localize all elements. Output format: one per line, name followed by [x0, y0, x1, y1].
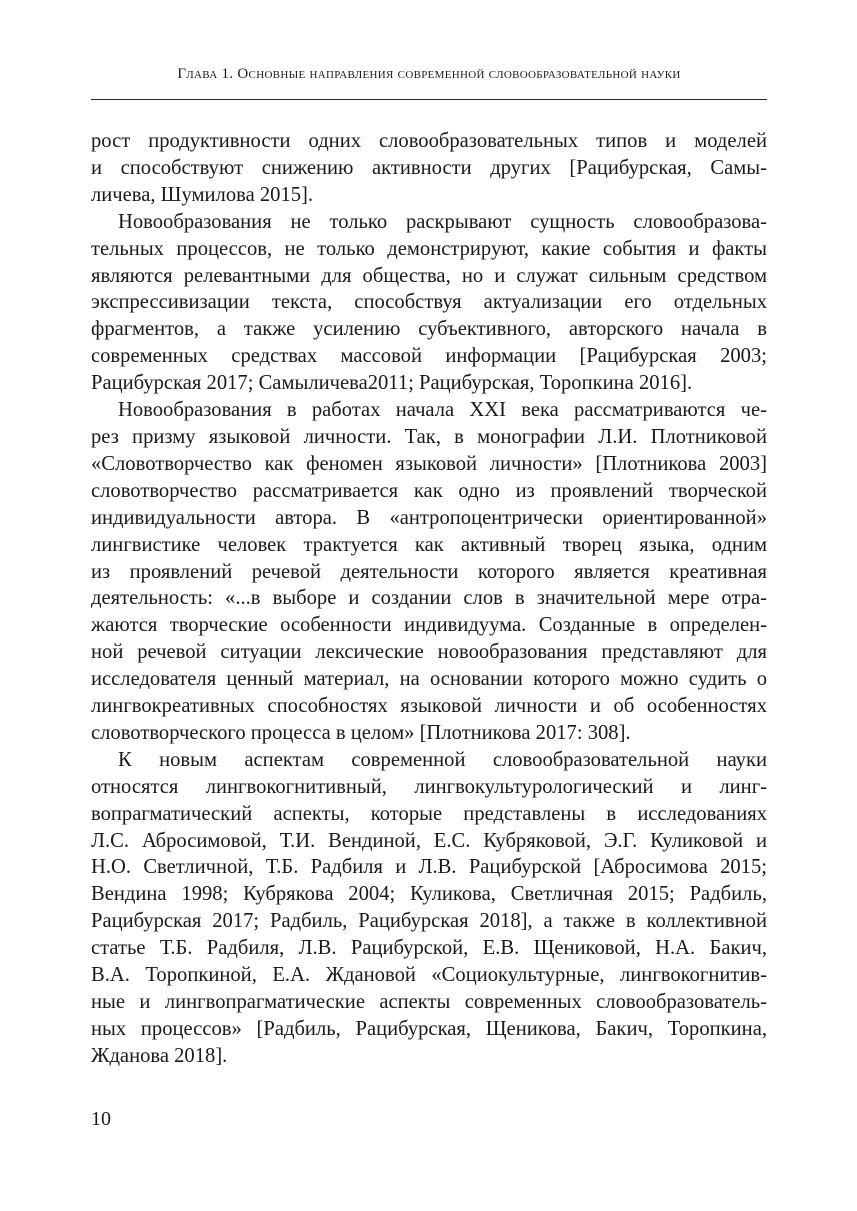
text-line: В.А. Торопкиной, Е.А. Ждановой «Социокультурные, лингвокогнитив-	[91, 964, 767, 987]
text-line: словотворческого процесса в целом» [Плотникова 2017: 308].	[91, 721, 631, 744]
text-line: рез призму языковой личности. Так, в монографии Л.И. Плотниковой	[91, 425, 767, 448]
text-line: словотворчество рассматривается как одно из проявлений творческой	[91, 479, 767, 502]
text-line: вопрагматический аспекты, которые представлены в исследованиях	[91, 802, 767, 825]
text-line: лингвистике человек трактуется как активный творец языка, одним	[91, 533, 767, 556]
text-line: ных процессов» [Радбиль, Рацибурская, Щеникова, Бакич, Торопкина,	[91, 1017, 767, 1040]
page-number: 10	[91, 1108, 111, 1130]
paragraph	[91, 209, 767, 397]
text-line: Новообразования не только раскрывают сущность словообразова-	[118, 210, 767, 233]
text-line: жаются творческие особенности индивидуума. Созданные в определен-	[91, 614, 767, 637]
header-rule	[91, 99, 767, 100]
text-line: тельных процессов, не только демонстрируют, какие события и факты	[91, 237, 767, 260]
text-line: Рацибурская 2017; Самыличева2011; Рацибурская, Торопкина 2016].	[91, 372, 693, 395]
text-line: Л.С. Абросимовой, Т.И. Вендиной, Е.С. Кубряковой, Э.Г. Куликовой и	[91, 829, 767, 852]
text-line: из проявлений речевой деятельности которого является креативная	[91, 560, 767, 583]
paragraph	[91, 397, 767, 747]
text-line: современных средствах массовой информации [Рацибурская 2003;	[91, 345, 767, 368]
paragraph	[91, 128, 767, 209]
running-head: Глава 1. Основные направления современной словообразовательной науки	[177, 66, 681, 82]
text-line: являются релевантными для общества, но и служат сильным средством	[91, 264, 767, 287]
text-line: Рацибурская 2017; Радбиль, Рацибурская 2018], а также в коллективной	[91, 910, 767, 933]
text-line: и способствуют снижению активности других [Рацибурская, Самы-	[91, 156, 767, 179]
text-line: экспрессивизации текста, способствуя актуализации его отдельных	[91, 291, 767, 314]
text-line: индивидуальности автора. В «антропоцентрически ориентированной»	[91, 506, 767, 529]
text-line: Вендина 1998; Кубрякова 2004; Куликова, Светличная 2015; Радбиль,	[91, 883, 767, 906]
text-line: рост продуктивности одних словообразовательных типов и моделей	[91, 130, 767, 152]
text-line: исследователя ценный материал, на основании которого можно судить о	[91, 668, 767, 691]
text-line: относятся лингвокогнитивный, лингвокультурологический и линг-	[91, 775, 767, 798]
text-line: ные и лингвопрагматические аспекты современных словообразователь-	[91, 991, 767, 1013]
text-line: К новым аспектам современной словообразовательной науки	[118, 748, 767, 771]
text-line: «Словотворчество как феномен языковой личности» [Плотникова 2003]	[91, 452, 767, 475]
text-line: деятельность: «...в выборе и создании слов в значительной мере отра-	[91, 587, 767, 610]
text-line: статье Т.Б. Радбиля, Л.В. Рацибурской, Е.В. Щениковой, Н.А. Бакич,	[91, 937, 767, 960]
body-text	[91, 128, 767, 1070]
text-line: личева, Шумилова 2015].	[91, 183, 314, 206]
text-line: фрагментов, а также усилению субъективного, авторского начала в	[91, 318, 767, 341]
text-line: Жданова 2018].	[91, 1044, 228, 1067]
text-line: Новообразования в работах начала XXI века рассматриваются че-	[118, 399, 767, 422]
paragraph	[91, 747, 767, 1070]
text-line: лингвокреативных способностях языковой личности и об особенностях	[91, 695, 767, 718]
text-line: ной речевой ситуации лексические новообразования представляют для	[91, 641, 767, 664]
text-line: Н.О. Светличной, Т.Б. Радбиля и Л.В. Рацибурской [Абросимова 2015;	[91, 856, 767, 879]
